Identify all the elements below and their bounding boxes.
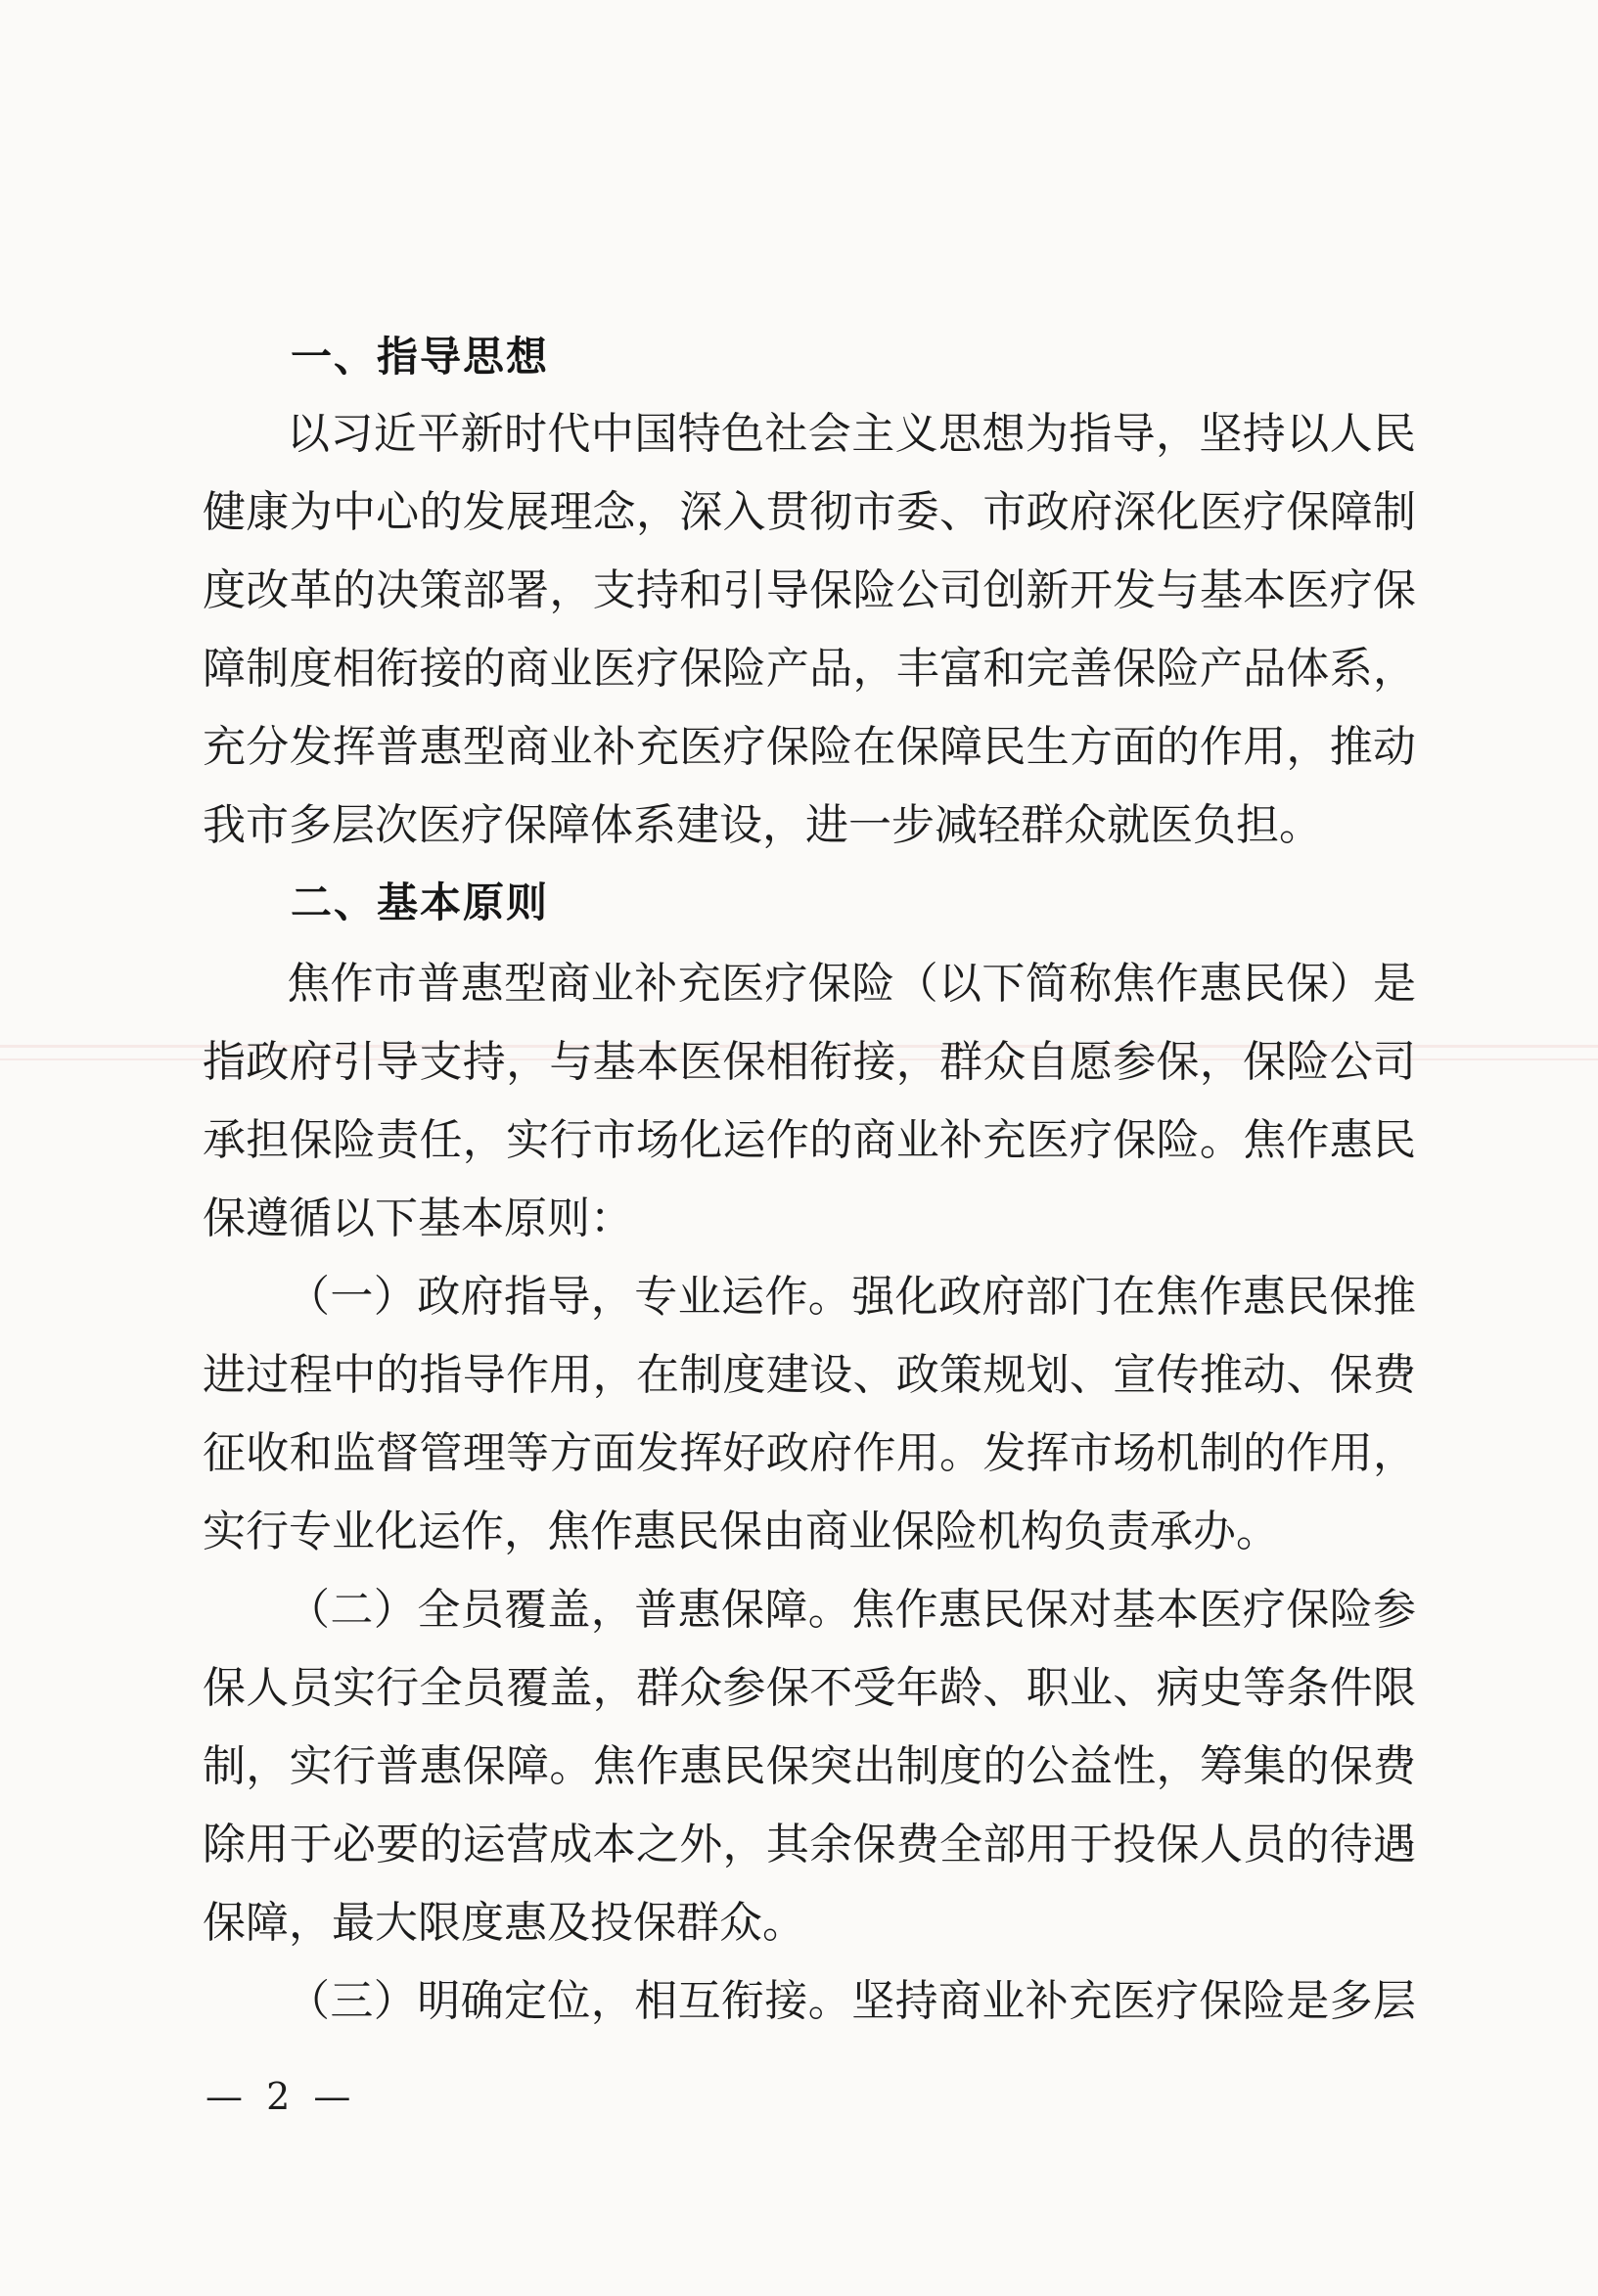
section-heading-guiding-ideology: 一、指导思想 [291,333,550,381]
paragraph-line: 充分发挥普惠型商业补充医疗保险在保障民生方面的作用，推动 [203,722,1416,772]
paragraph-line: 我市多层次医疗保障体系建设，进一步减轻群众就医负担。 [203,800,1322,850]
paragraph-line: （二）全员覆盖，普惠保障。焦作惠民保对基本医疗保险参 [287,1585,1416,1635]
paragraph-line: 承担保险责任，实行市场化运作的商业补充医疗保险。焦作惠民 [203,1115,1416,1165]
paragraph-line: 进过程中的指导作用，在制度建设、政策规划、宣传推动、保费 [203,1350,1416,1400]
paragraph-line: 除用于必要的运营成本之外，其余保费全部用于投保人员的待遇 [203,1820,1416,1869]
paragraph-line: 指政府引导支持，与基本医保相衔接，群众自愿参保，保险公司 [203,1037,1416,1087]
paragraph-line: 障制度相衔接的商业医疗保险产品，丰富和完善保险产品体系， [203,644,1416,694]
paragraph-line: 焦作市普惠型商业补充医疗保险（以下简称焦作惠民保）是 [287,959,1416,1009]
paragraph-line: （一）政府指导，专业运作。强化政府部门在焦作惠民保推 [287,1272,1416,1322]
page-number: — 2 — [205,2075,357,2118]
paragraph-line: （三）明确定位，相互衔接。坚持商业补充医疗保险是多层 [287,1976,1416,2026]
paragraph-line: 保障，最大限度惠及投保群众。 [203,1898,805,1948]
section-heading-basic-principles: 二、基本原则 [291,878,550,926]
paragraph-line: 度改革的决策部署，支持和引导保险公司创新开发与基本医疗保 [203,565,1416,615]
paragraph-line: 保人员实行全员覆盖，群众参保不受年龄、职业、病史等条件限 [203,1663,1416,1713]
paragraph-line: 征收和监督管理等方面发挥好政府作用。发挥市场机制的作用， [203,1428,1416,1478]
paragraph-line: 制，实行普惠保障。焦作惠民保突出制度的公益性，筹集的保费 [203,1741,1416,1791]
paragraph-line: 保遵循以下基本原则： [203,1193,633,1243]
paragraph-line: 实行专业化运作，焦作惠民保由商业保险机构负责承办。 [203,1507,1279,1556]
paragraph-line: 健康为中心的发展理念，深入贯彻市委、市政府深化医疗保障制 [203,487,1416,537]
paragraph-line: 以习近平新时代中国特色社会主义思想为指导，坚持以人民 [287,409,1416,459]
